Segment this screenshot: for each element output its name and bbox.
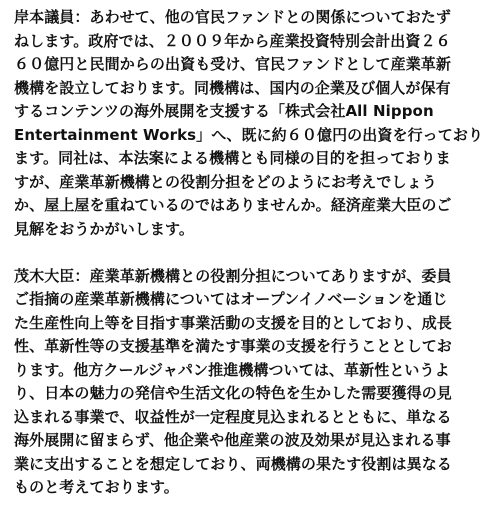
text-line: 業に支出することを想定しており、両機構の果たす役割は異なる xyxy=(14,454,452,473)
text-line: か、屋上屋を重ねているのではありませんか。経済産業大臣のご xyxy=(14,196,452,214)
text-line: 込まれる事業で、収益性が一定程度見込まれるとともに、単なる xyxy=(14,407,452,426)
text-line: 見解をおうかがいします。 xyxy=(14,219,195,238)
text-line: ご指摘の産業革新機構についてはオープンイノベーションを通じ xyxy=(14,290,448,308)
paragraph-spacer xyxy=(14,241,494,265)
text-line: 茂木大臣：産業革新機構との役割分担についてありますが、委員 xyxy=(14,266,452,285)
text-line: するコンテンツの海外展開を支援する「株式会社All Nippon xyxy=(14,102,434,120)
text-line: ります。他方クールジャパン推進機構ついては、革新性というよ xyxy=(14,360,450,379)
paragraph-answer xyxy=(14,265,494,500)
text-line: 海外展開に留まらず、他企業や他産業の波及効果が見込まれる事 xyxy=(14,431,451,449)
document-body xyxy=(14,6,494,500)
text-line: た生産性向上等を目指す事業活動の支援を目的としており、成長 xyxy=(14,313,452,332)
text-line: ます。同社は、本法案による機構とも同様の目的を担っておりま xyxy=(14,149,451,167)
text-line: ものと考えております。 xyxy=(14,478,179,496)
text-line: 機構を設立しております。同機構は、国内の企業及び個人が保有 xyxy=(14,78,451,97)
text-line: ６０億円と民間からの出資も受け、官民ファンドとして産業革新 xyxy=(14,55,452,73)
text-line: 岸本議員：あわせて、他の官民ファンドとの関係についておたず xyxy=(14,8,452,26)
text-line: 性、革新性等の支援基準を満たす事業の支援を行うこととしてお xyxy=(14,337,452,355)
paragraph-question xyxy=(14,6,494,241)
text-line: ねします。政府では、２００９年から産業投資特別会計出資２６ xyxy=(14,31,451,50)
text-line: Entertainment Works」へ、既に約６０億円の出資を行っており xyxy=(14,125,484,144)
text-line: すが、産業革新機構との役割分担をどのようにお考えでしょう xyxy=(14,172,437,191)
text-line: り、日本の魅力の発信や生活文化の特色を生かした需要獲得の見 xyxy=(14,384,452,402)
